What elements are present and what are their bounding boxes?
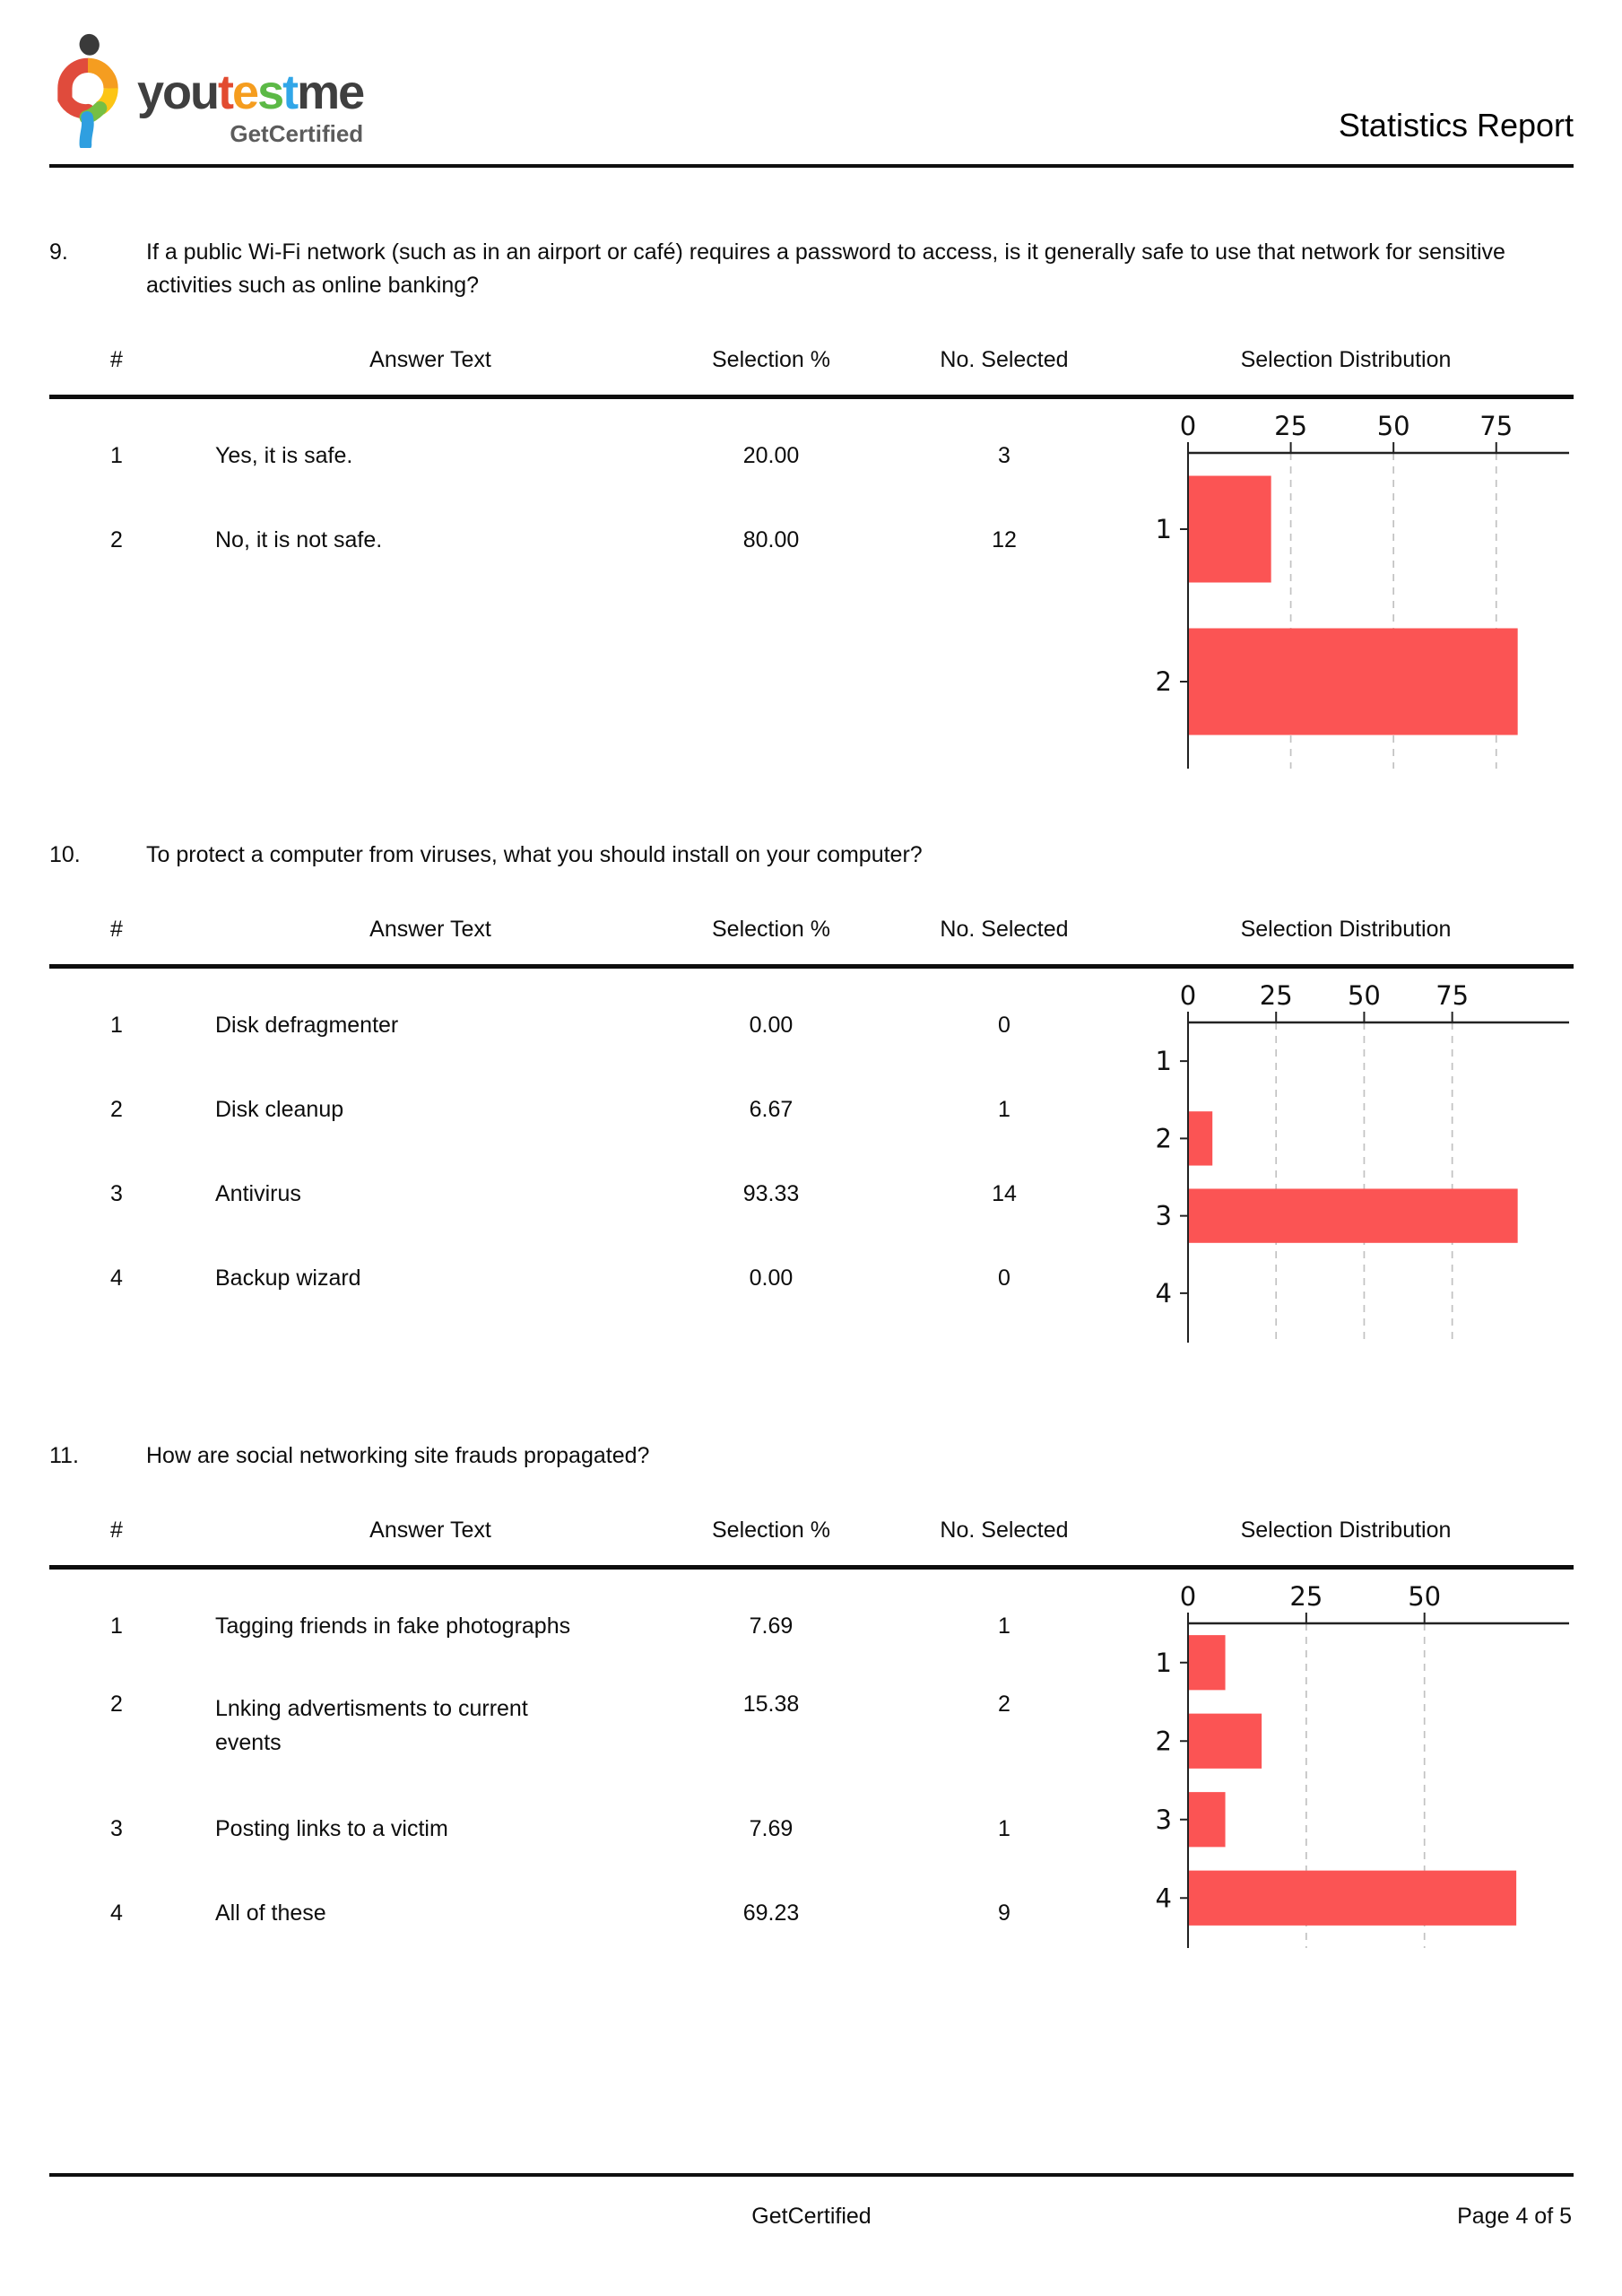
no-selected-count: 1 [998, 1096, 1010, 1122]
answer-number: 1 [110, 442, 123, 468]
selection-distribution-chart [1148, 969, 1574, 1344]
table-row [49, 498, 1148, 582]
question-text: To protect a computer from viruses, what you should install on your computer? [146, 842, 923, 867]
logo-orange-arc [88, 65, 111, 89]
logo-text [137, 65, 364, 148]
svg-text:1: 1 [1155, 1647, 1172, 1678]
column-header-no-selected: No. Selected [940, 917, 1069, 942]
table-row [49, 1067, 1148, 1152]
svg-text:25: 25 [1259, 980, 1293, 1011]
selection-percent: 7.69 [749, 1815, 794, 1841]
table-row [49, 1787, 1148, 1871]
no-selected-count: 3 [998, 442, 1010, 468]
logo-letter: t [218, 65, 233, 119]
logo-letter: m [297, 65, 339, 119]
question-section-9 [49, 236, 1574, 770]
logo-letter: e [232, 65, 258, 119]
svg-text:25: 25 [1289, 1581, 1323, 1612]
table-row [49, 1871, 1148, 1955]
column-header-distribution: Selection Distribution [1240, 1518, 1452, 1543]
table-row [49, 983, 1148, 1067]
answers-table [49, 917, 1574, 1344]
svg-text:4: 4 [1155, 1883, 1172, 1914]
svg-text:75: 75 [1436, 980, 1470, 1011]
logo-letter: s [257, 65, 283, 119]
answer-number: 3 [110, 1180, 123, 1206]
table-header-row [49, 347, 1574, 399]
answer-number: 4 [110, 1265, 123, 1291]
page-footer [49, 2173, 1574, 2234]
table-body [49, 1570, 1574, 1955]
svg-text:0: 0 [1179, 1581, 1197, 1612]
table-row [49, 1584, 1148, 1668]
page-header [49, 0, 1574, 168]
answer-text: All of these [215, 1900, 326, 1926]
table-row [49, 1152, 1148, 1236]
question-line [49, 236, 1574, 302]
logo-letter: e [338, 65, 364, 119]
no-selected-count: 0 [998, 1012, 1010, 1038]
logo-subtitle: GetCertified [230, 120, 364, 147]
column-header-answer: Answer Text [369, 917, 491, 942]
svg-text:2: 2 [1155, 1123, 1172, 1154]
column-header-num: # [110, 347, 123, 372]
selection-percent: 0.00 [749, 1012, 794, 1038]
youtestme-logo-icon [49, 33, 126, 148]
selection-percent: 93.33 [742, 1180, 800, 1206]
svg-text:1: 1 [1155, 1046, 1172, 1077]
column-header-num: # [110, 917, 123, 942]
answer-text: Backup wizard [215, 1265, 361, 1291]
answer-rows [49, 969, 1148, 1344]
no-selected-count: 9 [998, 1900, 1010, 1926]
bar-chart [1148, 976, 1574, 1344]
table-body [49, 969, 1574, 1344]
svg-text:25: 25 [1274, 411, 1308, 441]
svg-text:0: 0 [1179, 411, 1197, 441]
answer-text: Antivirus [215, 1181, 301, 1206]
logo-red-arc [65, 65, 88, 111]
logo-blue-leg [85, 117, 88, 145]
selection-percent: 15.38 [742, 1692, 800, 1717]
selection-distribution-chart [1148, 399, 1574, 770]
question-line [49, 1439, 1574, 1473]
no-selected-count: 2 [998, 1692, 1010, 1717]
svg-text:2: 2 [1155, 1726, 1172, 1757]
answer-text: Posting links to a victim [215, 1816, 448, 1841]
answers-table [49, 1518, 1574, 1955]
table-header-row [49, 1518, 1574, 1570]
logo-letter: y [137, 65, 163, 119]
answer-number: 2 [110, 1692, 123, 1717]
answer-number: 1 [110, 1012, 123, 1038]
column-header-selection-pct: Selection % [711, 1518, 831, 1543]
column-header-answer: Answer Text [369, 1518, 491, 1543]
table-row [49, 1668, 1148, 1787]
selection-percent: 20.00 [742, 442, 800, 468]
svg-text:2: 2 [1155, 666, 1172, 697]
logo-letter: o [162, 65, 191, 119]
logo-wordmark [137, 65, 364, 119]
column-header-num: # [110, 1518, 123, 1543]
column-header-selection-pct: Selection % [711, 917, 831, 942]
question-section-11 [49, 1439, 1574, 1955]
footer-row [49, 2204, 1574, 2234]
answer-text: Disk cleanup [215, 1097, 344, 1122]
answer-rows [49, 1570, 1148, 1955]
bar-chart [1148, 406, 1574, 770]
no-selected-count: 1 [998, 1613, 1010, 1639]
answer-text: Tagging friends in fake photographs [215, 1613, 571, 1639]
selection-percent: 80.00 [742, 526, 800, 552]
question-section-10 [49, 839, 1574, 1344]
answer-text: Lnking advertisments to current events [215, 1696, 528, 1755]
svg-text:1: 1 [1155, 514, 1172, 544]
table-header-row [49, 917, 1574, 969]
answer-number: 2 [110, 526, 123, 552]
no-selected-count: 12 [992, 526, 1017, 552]
answer-text: Yes, it is safe. [215, 443, 353, 468]
answer-rows [49, 399, 1148, 770]
selection-percent: 6.67 [749, 1096, 794, 1122]
table-row [49, 1236, 1148, 1320]
svg-text:50: 50 [1408, 1581, 1442, 1612]
column-header-distribution: Selection Distribution [1240, 917, 1452, 942]
answer-number: 2 [110, 1096, 123, 1122]
svg-text:50: 50 [1347, 980, 1381, 1011]
question-line [49, 839, 1574, 872]
table-body [49, 399, 1574, 770]
selection-distribution-chart [1148, 1570, 1574, 1955]
column-header-distribution: Selection Distribution [1240, 347, 1452, 372]
question-number: 10. [49, 842, 81, 867]
answer-number: 3 [110, 1815, 123, 1841]
question-number: 9. [49, 239, 68, 265]
svg-text:75: 75 [1479, 411, 1514, 441]
no-selected-count: 1 [998, 1815, 1010, 1841]
answer-number: 4 [110, 1900, 123, 1926]
bar-chart [1148, 1577, 1574, 1950]
no-selected-count: 14 [992, 1180, 1017, 1206]
answer-text: Disk defragmenter [215, 1013, 399, 1038]
selection-percent: 7.69 [749, 1613, 794, 1639]
question-number: 11. [49, 1443, 79, 1468]
column-header-no-selected: No. Selected [940, 347, 1069, 372]
footer-brand: GetCertified [751, 2204, 872, 2229]
svg-text:3: 3 [1155, 1804, 1172, 1835]
report-title: Statistics Report [1338, 107, 1574, 144]
answers-table [49, 347, 1574, 770]
answer-text: No, it is not safe. [215, 527, 383, 552]
logo-letter: t [282, 65, 298, 119]
question-text: How are social networking site frauds propagated? [146, 1443, 650, 1468]
column-header-answer: Answer Text [369, 347, 491, 372]
selection-percent: 0.00 [749, 1265, 794, 1291]
logo-letter: u [190, 65, 219, 119]
answer-number: 1 [110, 1613, 123, 1639]
svg-text:50: 50 [1376, 411, 1410, 441]
question-text: If a public Wi-Fi network (such as in an airport or café) requires a password to access, is it generally safe to use that network for sensitive activities such as online banking? [146, 239, 1505, 298]
column-header-no-selected: No. Selected [940, 1518, 1069, 1543]
youtestme-logo [49, 33, 363, 148]
table-row [49, 413, 1148, 498]
no-selected-count: 0 [998, 1265, 1010, 1291]
page-number: Page 4 of 5 [1457, 2204, 1572, 2229]
column-header-selection-pct: Selection % [711, 347, 831, 372]
svg-text:4: 4 [1155, 1277, 1172, 1309]
svg-text:0: 0 [1179, 980, 1197, 1011]
selection-percent: 69.23 [742, 1900, 800, 1926]
svg-text:3: 3 [1155, 1200, 1172, 1231]
